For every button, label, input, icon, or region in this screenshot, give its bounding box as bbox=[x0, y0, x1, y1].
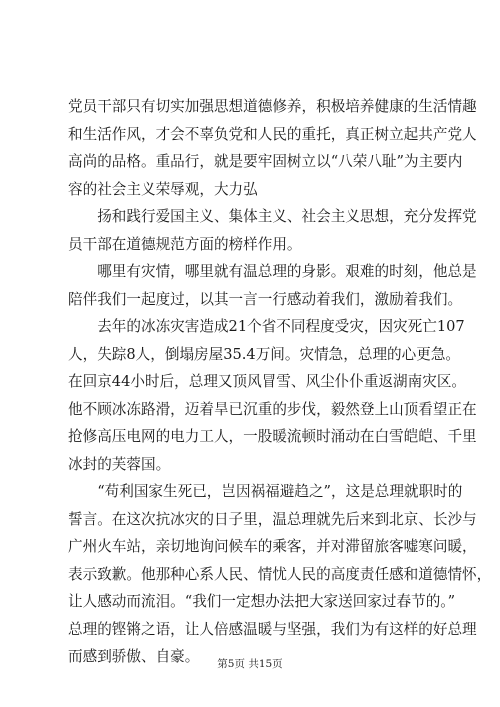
text-line: “苟利国家生死已，岂因祸福避趋之”，这是总理就职时的 bbox=[68, 483, 463, 500]
text-line: 扬和践行爱国主义、集体主义、社会主义思想，充分发挥党 bbox=[68, 208, 477, 225]
text-line: 让人感动而流泪。“我们一定想办法把大家送回家过春节的。” bbox=[68, 593, 456, 610]
text-line: 去年的冰冻灾害造成21个省不同程度受灾，因灾死亡107 bbox=[68, 318, 465, 335]
text-line: 党员干部只有切实加强思想道德修养，积极培养健康的生活情趣 bbox=[68, 98, 477, 115]
text-line: 人，失踪8人，倒塌房屋35.4万间。灾情急，总理的心更急。 bbox=[68, 345, 461, 363]
text-line: 冰封的芙蓉国。 bbox=[68, 455, 171, 473]
text-line: 广州火车站，亲切地询问候车的乘客，并对滞留旅客嘘寒问暖， bbox=[68, 538, 477, 555]
text-line: 抢修高压电网的电力工人，一股暖流顿时涌动在白雪皑皑、千里 bbox=[68, 428, 477, 445]
document-body bbox=[68, 93, 492, 671]
text-line: 哪里有灾情，哪里就有温总理的身影。艰难的时刻，他总是 bbox=[68, 263, 477, 280]
text-line: 而感到骄傲、自豪。 bbox=[68, 648, 200, 665]
text-line: 容的社会主义荣辱观，大力弘 bbox=[68, 180, 258, 198]
page-footer: 第5页 共15页 bbox=[217, 658, 283, 670]
text-line: 在回京44小时后，总理又顶风冒雪、风尘仆仆重返湖南灾区。 bbox=[68, 373, 467, 390]
text-line: 员干部在道德规范方面的榜样作用。 bbox=[68, 235, 302, 253]
text-line: 他不顾冰冻路滑，迈着旱已沉重的步伐，毅然登上山顶看望正在 bbox=[68, 400, 477, 418]
text-line: 表示致歉。他那种心系人民、情忧人民的高度责任感和道德情怀， bbox=[68, 565, 492, 583]
text-line: 和生活作风，才会不辜负党和人民的重托，真正树立起共产党人 bbox=[68, 125, 477, 143]
text-line: 总理的铿锵之语，让人倍感温暖与坚强，我们为有这样的好总理 bbox=[68, 620, 477, 638]
text-line: 陪伴我们一起度过，以其一言一行感动着我们，激励着我们。 bbox=[68, 290, 463, 308]
text-line: 高尚的品格。重品行，就是要牢固树立以“八荣八耻”为主要内 bbox=[68, 153, 463, 170]
text-line: 誓言。在这次抗冰灾的日子里，温总理就先后来到北京、长沙与 bbox=[68, 510, 477, 528]
